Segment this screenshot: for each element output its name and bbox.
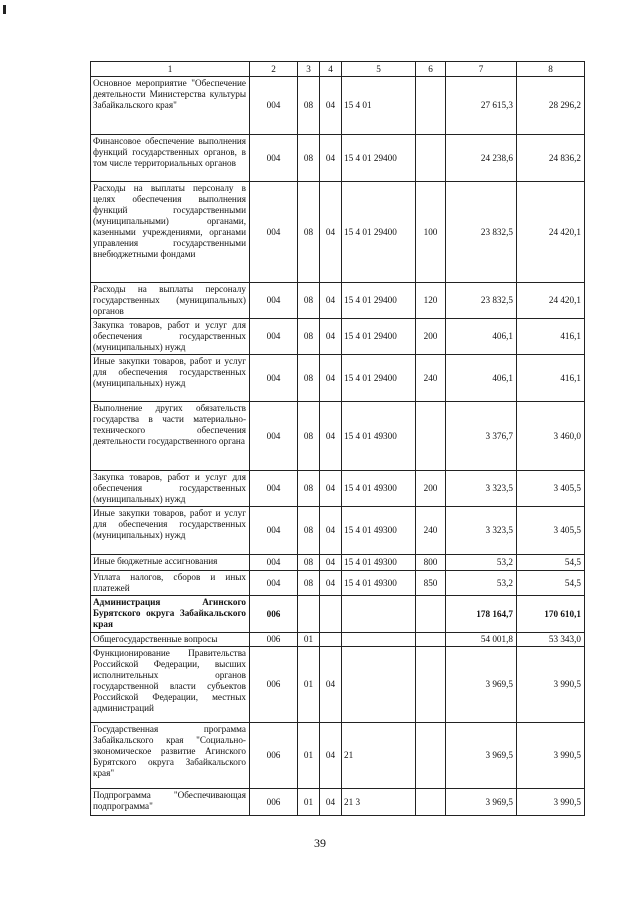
expense-type-cell [416, 596, 446, 633]
row-name-cell: Подпрограмма "Обеспечивающая подпрограмма" [91, 789, 250, 816]
target-article-cell: 15 4 01 29400 [342, 135, 416, 182]
amount-col7-cell: 406,1 [446, 319, 517, 355]
row-name-cell: Администрация Агинского Бурятского округа Забайкальского края [91, 596, 250, 633]
table-row [91, 596, 585, 633]
header-cell: 3 [298, 62, 320, 77]
amount-col7-cell: 3 376,7 [446, 402, 517, 471]
amount-col8-cell: 24 420,1 [517, 283, 585, 319]
table-header-row [91, 62, 585, 77]
subsection-cell: 04 [320, 77, 342, 135]
expense-type-cell: 800 [416, 555, 446, 571]
expense-type-cell [416, 633, 446, 647]
expense-type-cell [416, 647, 446, 723]
subsection-cell: 04 [320, 571, 342, 596]
target-article-cell: 15 4 01 29400 [342, 283, 416, 319]
target-article-cell: 15 4 01 49300 [342, 471, 416, 507]
subsection-cell: 04 [320, 471, 342, 507]
ministry-code-cell: 004 [250, 182, 298, 283]
target-article-cell: 15 4 01 49300 [342, 555, 416, 571]
amount-col7-cell: 3 969,5 [446, 723, 517, 789]
table-row [91, 633, 585, 647]
row-name-cell: Расходы на выплаты персоналу в целях обеспечения выполнения функций государственными (муниципальными) органами, казенными учреждениями, органами управления государственными внебюджетными фондами [91, 182, 250, 283]
row-name-cell: Иные закупки товаров, работ и услуг для обеспечения государственных (муниципальных) нужд [91, 355, 250, 402]
table-row [91, 182, 585, 283]
row-name-cell: Уплата налогов, сборов и иных платежей [91, 571, 250, 596]
section-cell: 01 [298, 723, 320, 789]
subsection-cell: 04 [320, 402, 342, 471]
ministry-code-cell: 004 [250, 471, 298, 507]
subsection-cell: 04 [320, 507, 342, 555]
amount-col7-cell: 27 615,3 [446, 77, 517, 135]
amount-col8-cell: 3 990,5 [517, 647, 585, 723]
expense-type-cell: 850 [416, 571, 446, 596]
ministry-code-cell: 004 [250, 402, 298, 471]
amount-col8-cell: 53 343,0 [517, 633, 585, 647]
header-cell: 1 [91, 62, 250, 77]
header-cell: 4 [320, 62, 342, 77]
ministry-code-cell: 004 [250, 355, 298, 402]
section-cell: 08 [298, 402, 320, 471]
row-name-cell: Иные закупки товаров, работ и услуг для обеспечения государственных (муниципальных) нужд [91, 507, 250, 555]
table-row [91, 135, 585, 182]
expense-type-cell: 240 [416, 507, 446, 555]
target-article-cell: 15 4 01 49300 [342, 402, 416, 471]
table-row [91, 283, 585, 319]
amount-col7-cell: 3 969,5 [446, 647, 517, 723]
target-article-cell [342, 596, 416, 633]
amount-col8-cell: 24 420,1 [517, 182, 585, 283]
row-name-cell: Иные бюджетные ассигнования [91, 555, 250, 571]
row-name-cell: Финансовое обеспечение выполнения функций государственных органов, в том числе территориальных органов [91, 135, 250, 182]
expense-type-cell: 100 [416, 182, 446, 283]
table-row [91, 355, 585, 402]
amount-col7-cell: 3 323,5 [446, 471, 517, 507]
expense-type-cell: 200 [416, 471, 446, 507]
row-name-cell: Функционирование Правительства Российской Федерации, высших исполнительных органов государственной власти субъектов Российской Федерации, местных администраций [91, 647, 250, 723]
amount-col7-cell: 3 969,5 [446, 789, 517, 816]
target-article-cell [342, 633, 416, 647]
section-cell: 08 [298, 319, 320, 355]
section-cell: 08 [298, 571, 320, 596]
row-name-cell: Закупка товаров, работ и услуг для обеспечения государственных (муниципальных) нужд [91, 471, 250, 507]
subsection-cell: 04 [320, 647, 342, 723]
table-row [91, 507, 585, 555]
section-cell: 01 [298, 789, 320, 816]
amount-col8-cell: 3 460,0 [517, 402, 585, 471]
expense-type-cell [416, 789, 446, 816]
row-name-cell: Основное мероприятие "Обеспечение деятельности Министерства культуры Забайкальского края" [91, 77, 250, 135]
row-name-cell: Закупка товаров, работ и услуг для обеспечения государственных (муниципальных) нужд [91, 319, 250, 355]
target-article-cell: 15 4 01 [342, 77, 416, 135]
section-cell [298, 596, 320, 633]
ministry-code-cell: 004 [250, 77, 298, 135]
amount-col8-cell: 28 296,2 [517, 77, 585, 135]
subsection-cell: 04 [320, 789, 342, 816]
amount-col8-cell: 416,1 [517, 319, 585, 355]
subsection-cell [320, 633, 342, 647]
expense-type-cell [416, 135, 446, 182]
amount-col8-cell: 3 990,5 [517, 723, 585, 789]
row-name-cell: Общегосударственные вопросы [91, 633, 250, 647]
ministry-code-cell: 006 [250, 633, 298, 647]
amount-col8-cell: 170 610,1 [517, 596, 585, 633]
amount-col7-cell: 3 323,5 [446, 507, 517, 555]
target-article-cell: 15 4 01 49300 [342, 571, 416, 596]
subsection-cell: 04 [320, 555, 342, 571]
expense-type-cell: 120 [416, 283, 446, 319]
ministry-code-cell: 006 [250, 789, 298, 816]
ministry-code-cell: 006 [250, 596, 298, 633]
budget-table [90, 61, 585, 816]
target-article-cell: 15 4 01 29400 [342, 355, 416, 402]
amount-col7-cell: 54 001,8 [446, 633, 517, 647]
row-name-cell: Выполнение других обязательств государства в части материально-технического обеспечения деятельности государственного органа [91, 402, 250, 471]
header-cell: 8 [517, 62, 585, 77]
section-cell: 08 [298, 555, 320, 571]
amount-col8-cell: 3 405,5 [517, 471, 585, 507]
expense-type-cell [416, 402, 446, 471]
table-row [91, 471, 585, 507]
ministry-code-cell: 004 [250, 319, 298, 355]
header-cell: 5 [342, 62, 416, 77]
ministry-code-cell: 004 [250, 283, 298, 319]
amount-col7-cell: 24 238,6 [446, 135, 517, 182]
amount-col8-cell: 54,5 [517, 571, 585, 596]
amount-col8-cell: 3 405,5 [517, 507, 585, 555]
target-article-cell: 21 3 [342, 789, 416, 816]
page-number: 39 [314, 836, 326, 850]
table-row [91, 77, 585, 135]
table-row [91, 571, 585, 596]
table-row [91, 402, 585, 471]
section-cell: 08 [298, 355, 320, 402]
target-article-cell: 21 [342, 723, 416, 789]
subsection-cell: 04 [320, 723, 342, 789]
amount-col7-cell: 53,2 [446, 571, 517, 596]
subsection-cell: 04 [320, 182, 342, 283]
amount-col7-cell: 23 832,5 [446, 283, 517, 319]
header-cell: 2 [250, 62, 298, 77]
amount-col7-cell: 406,1 [446, 355, 517, 402]
table-row [91, 789, 585, 816]
ministry-code-cell: 004 [250, 135, 298, 182]
subsection-cell: 04 [320, 283, 342, 319]
expense-type-cell: 200 [416, 319, 446, 355]
target-article-cell: 15 4 01 49300 [342, 507, 416, 555]
amount-col8-cell: 416,1 [517, 355, 585, 402]
section-cell: 08 [298, 135, 320, 182]
table-row [91, 647, 585, 723]
subsection-cell: 04 [320, 319, 342, 355]
ministry-code-cell: 004 [250, 507, 298, 555]
section-cell: 08 [298, 182, 320, 283]
section-cell: 01 [298, 647, 320, 723]
header-cell: 7 [446, 62, 517, 77]
target-article-cell [342, 647, 416, 723]
ministry-code-cell: 004 [250, 555, 298, 571]
row-name-cell: Государственная программа Забайкальского края "Социально-экономическое развитие Агинского Бурятского округа Забайкальского края" [91, 723, 250, 789]
section-cell: 08 [298, 283, 320, 319]
amount-col7-cell: 178 164,7 [446, 596, 517, 633]
table-row [91, 723, 585, 789]
table-row [91, 555, 585, 571]
amount-col8-cell: 24 836,2 [517, 135, 585, 182]
section-cell: 08 [298, 471, 320, 507]
header-cell: 6 [416, 62, 446, 77]
expense-type-cell [416, 723, 446, 789]
expense-type-cell: 240 [416, 355, 446, 402]
ministry-code-cell: 004 [250, 571, 298, 596]
amount-col8-cell: 3 990,5 [517, 789, 585, 816]
amount-col7-cell: 53,2 [446, 555, 517, 571]
expense-type-cell [416, 77, 446, 135]
subsection-cell: 04 [320, 355, 342, 402]
section-cell: 01 [298, 633, 320, 647]
subsection-cell [320, 596, 342, 633]
target-article-cell: 15 4 01 29400 [342, 182, 416, 283]
amount-col7-cell: 23 832,5 [446, 182, 517, 283]
ministry-code-cell: 006 [250, 647, 298, 723]
target-article-cell: 15 4 01 29400 [342, 319, 416, 355]
section-cell: 08 [298, 507, 320, 555]
scan-mark [3, 5, 6, 14]
subsection-cell: 04 [320, 135, 342, 182]
table-row [91, 319, 585, 355]
amount-col8-cell: 54,5 [517, 555, 585, 571]
row-name-cell: Расходы на выплаты персоналу государственных (муниципальных) органов [91, 283, 250, 319]
ministry-code-cell: 006 [250, 723, 298, 789]
section-cell: 08 [298, 77, 320, 135]
